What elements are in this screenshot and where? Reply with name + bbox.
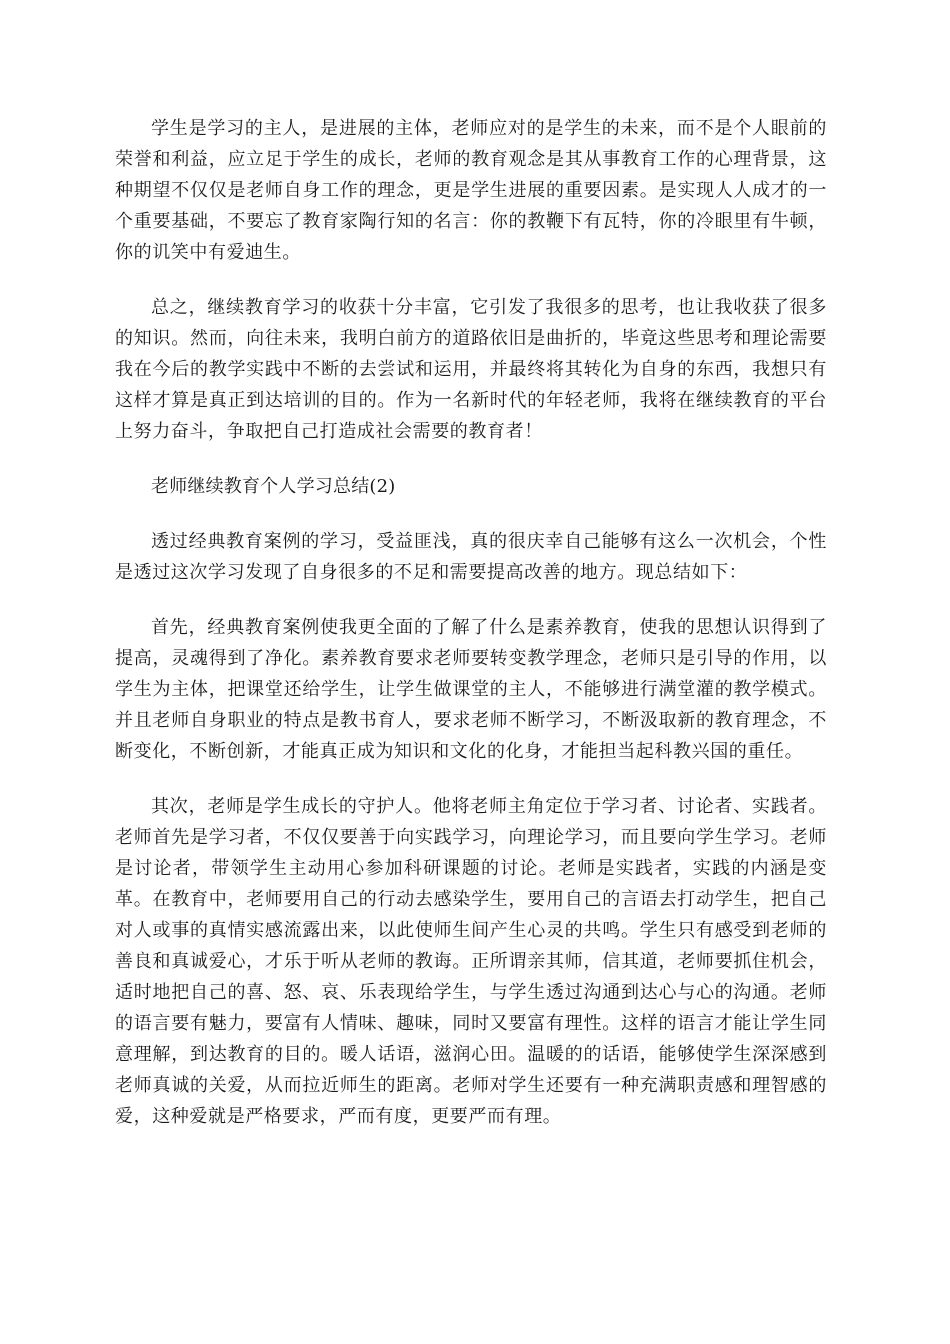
body-paragraph-1: 学生是学习的主人，是进展的主体，老师应对的是学生的未来，而不是个人眼前的荣誉和利益，应立足于学生的成长，老师的教育观念是其从事教育工作的心理背景，这种期望不仅仅是老师自身工作的理念，更是学生进展的重要因素。是实现人人成才的一个重要基础，不要忘了教育家陶行知的名言：你的教鞭下有瓦特，你的冷眼里有牛顿，你的讥笑中有爱迪生。 xyxy=(115,118,827,263)
section-paragraph-1: 透过经典教育案例的学习，受益匪浅，真的很庆幸自己能够有这么一次机会，个性是透过这次学习发现了自身很多的不足和需要提高改善的地方。现总结如下： xyxy=(115,531,827,583)
section-title: 老师继续教育个人学习总结(2) xyxy=(151,476,396,497)
document-page xyxy=(115,113,827,1156)
section-paragraph-2: 首先，经典教育案例使我更全面的了解了什么是素养教育，使我的思想认识得到了提高，灵魂得到了净化。素养教育要求老师要转变教学理念，老师只是引导的作用，以学生为主体，把课堂还给学生，让学生做课堂的主人，不能够进行满堂灌的教学模式。并且老师自身职业的特点是教书育人，要求老师不断学习，不断汲取新的教育理念，不断变化，不断创新，才能真正成为知识和文化的化身，才能担当起科教兴国的重任。 xyxy=(115,617,827,762)
body-paragraph-2: 总之，继续教育学习的收获十分丰富，它引发了我很多的思考，也让我收获了很多的知识。然而，向往未来，我明白前方的道路依旧是曲折的，毕竟这些思考和理论需要我在今后的教学实践中不断的去尝试和运用，并最终将其转化为自身的东西，我想只有这样才算是真正到达培训的目的。作为一名新时代的年轻老师，我将在继续教育的平台上努力奋斗，争取把自己打造成社会需要的教育者！ xyxy=(115,297,827,442)
section-paragraph-3: 其次，老师是学生成长的守护人。他将老师主角定位于学习者、讨论者、实践者。老师首先是学习者，不仅仅要善于向实践学习，向理论学习，而且要向学生学习。老师是讨论者，带领学生主动用心参加科研课题的讨论。老师是实践者，实践的内涵是变革。在教育中，老师要用自己的行动去感染学生，要用自己的言语去打动学生，把自己对人或事的真情实感流露出来，以此使师生间产生心灵的共鸣。学生只有感受到老师的善良和真诚爱心，才乐于听从老师的教诲。正所谓亲其师，信其道，老师要抓住机会，适时地把自己的喜、怒、哀、乐表现给学生，与学生透过沟通到达心与心的沟通。老师的语言要有魅力，要富有人情味、趣味，同时又要富有理性。这样的语言才能让学生同意理解，到达教育的目的。暖人话语，滋润心田。温暖的的话语，能够使学生深深感到老师真诚的关爱，从而拉近师生的距离。老师对学生还要有一种充满职责感和理智感的爱，这种爱就是严格要求，严而有度，更要严而有理。 xyxy=(115,796,827,1127)
